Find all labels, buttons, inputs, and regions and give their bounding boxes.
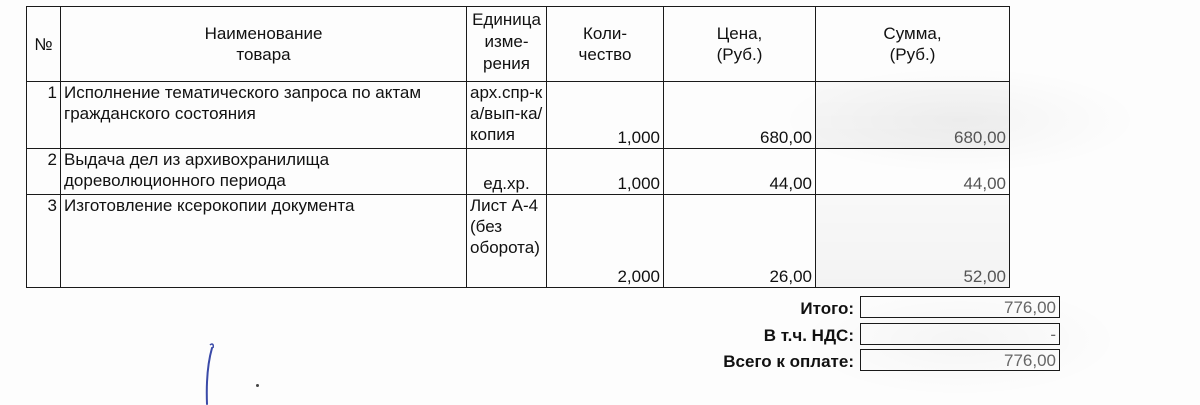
header-sum: Сумма, (Руб.) bbox=[816, 7, 1010, 82]
header-price: Цена, (Руб.) bbox=[664, 7, 816, 82]
vat-value: - bbox=[860, 323, 1060, 345]
table-row bbox=[27, 149, 1010, 195]
total-row bbox=[0, 296, 1200, 321]
header-name: Наименование товара bbox=[61, 7, 467, 82]
row-quantity: 1,000 bbox=[547, 82, 664, 149]
row-sum: 52,00 bbox=[816, 195, 1010, 288]
row-unit: ед.хр. bbox=[467, 149, 547, 195]
row-price: 680,00 bbox=[664, 82, 816, 149]
row-quantity: 2,000 bbox=[547, 195, 664, 288]
table-row bbox=[27, 82, 1010, 149]
row-item-name: Изготовление ксерокопии документа bbox=[61, 195, 467, 288]
row-price: 44,00 bbox=[664, 149, 816, 195]
header-num: № bbox=[27, 7, 61, 82]
amount-due-label: Всего к оплате: bbox=[723, 352, 854, 371]
table-row bbox=[27, 195, 1010, 288]
amount-due-value: 776,00 bbox=[860, 349, 1060, 371]
row-number: 3 bbox=[27, 195, 61, 288]
header-unit: Единица изме- рения bbox=[467, 7, 547, 82]
row-price: 26,00 bbox=[664, 195, 816, 288]
handwritten-signature-stroke bbox=[150, 340, 310, 405]
row-item-name: Исполнение тематического запроса по актам гражданского состояния bbox=[61, 82, 467, 149]
total-label: Итого: bbox=[800, 299, 854, 318]
row-sum: 680,00 bbox=[816, 82, 1010, 149]
scan-speck bbox=[256, 384, 259, 387]
row-number: 1 bbox=[27, 82, 61, 149]
row-item-name: Выдача дел из архивохранилища дореволюционного периода bbox=[61, 149, 467, 195]
table-header-row bbox=[27, 7, 1010, 82]
row-sum: 44,00 bbox=[816, 149, 1010, 195]
vat-label: В т.ч. НДС: bbox=[763, 326, 854, 345]
total-value: 776,00 bbox=[860, 296, 1060, 318]
header-qty: Коли- чество bbox=[547, 7, 664, 82]
row-quantity: 1,000 bbox=[547, 149, 664, 195]
row-unit: Лист А-4 (без оборота) bbox=[467, 195, 547, 288]
row-number: 2 bbox=[27, 149, 61, 195]
row-unit: арх.спр-ка/вып-ка/копия bbox=[467, 82, 547, 149]
invoice-table bbox=[26, 6, 1010, 288]
